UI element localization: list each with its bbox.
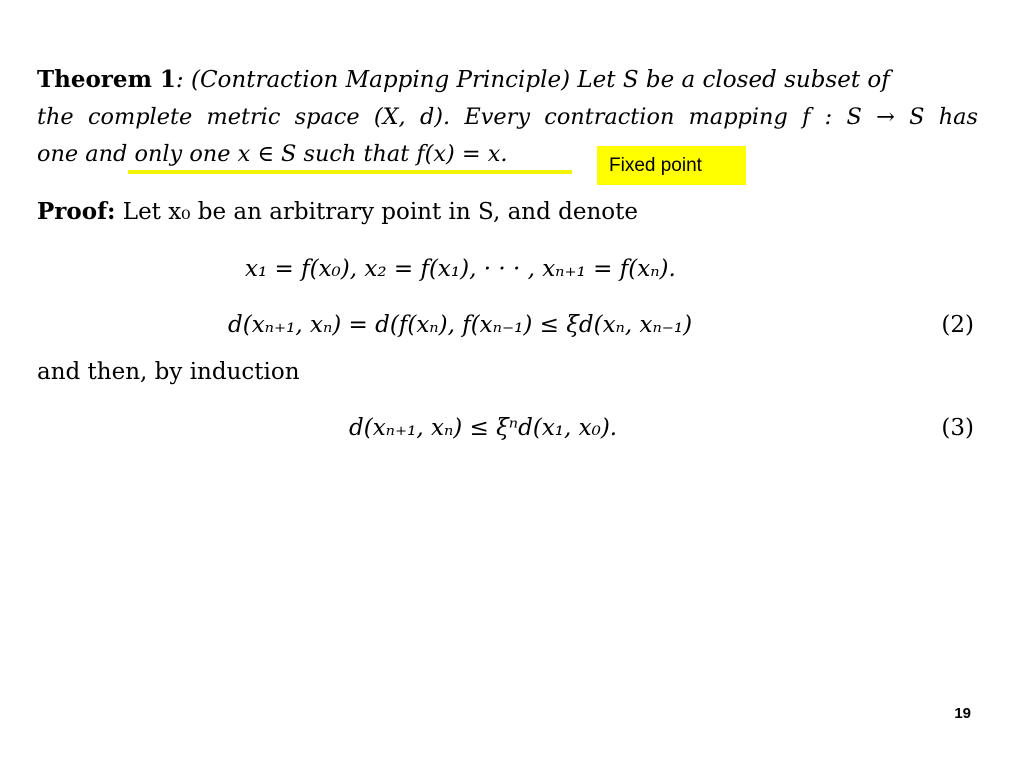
theorem-label: Theorem 1 [37,66,176,93]
induction-text: and then, by induction [37,359,300,385]
theorem-line-1 [37,65,890,95]
equation-2: d(xₙ₊₁, xₙ) = d(f(xₙ), f(xₙ₋₁) ≤ ξd(xₙ, xₙ₋₁) [228,312,693,338]
proof-label: Proof: [37,198,116,225]
fixed-point-callout: Fixed point [597,146,746,185]
iterates-equation: x₁ = f(x₀), x₂ = f(x₁), · · · , xₙ₊₁ = f(xₙ). [245,256,676,282]
theorem-text-line-1: : (Contraction Mapping Principle) Let S be a closed subset of [175,67,890,93]
equation-3: d(xₙ₊₁, xₙ) ≤ ξⁿd(x₁, x₀). [349,415,618,441]
equation-2-number: (2) [941,312,974,338]
theorem-text-line-2: the complete metric space (X, d). Every contraction mapping f : S → S has [37,104,978,130]
proof-text: Let x₀ be an arbitrary point in S, and denote [122,199,638,225]
proof-line [37,197,638,227]
highlight-underline [128,170,572,174]
page-number: 19 [954,705,971,722]
equation-3-number: (3) [941,415,974,441]
theorem-text-line-3: one and only one x ∈ S such that f(x) = x. [37,141,508,167]
